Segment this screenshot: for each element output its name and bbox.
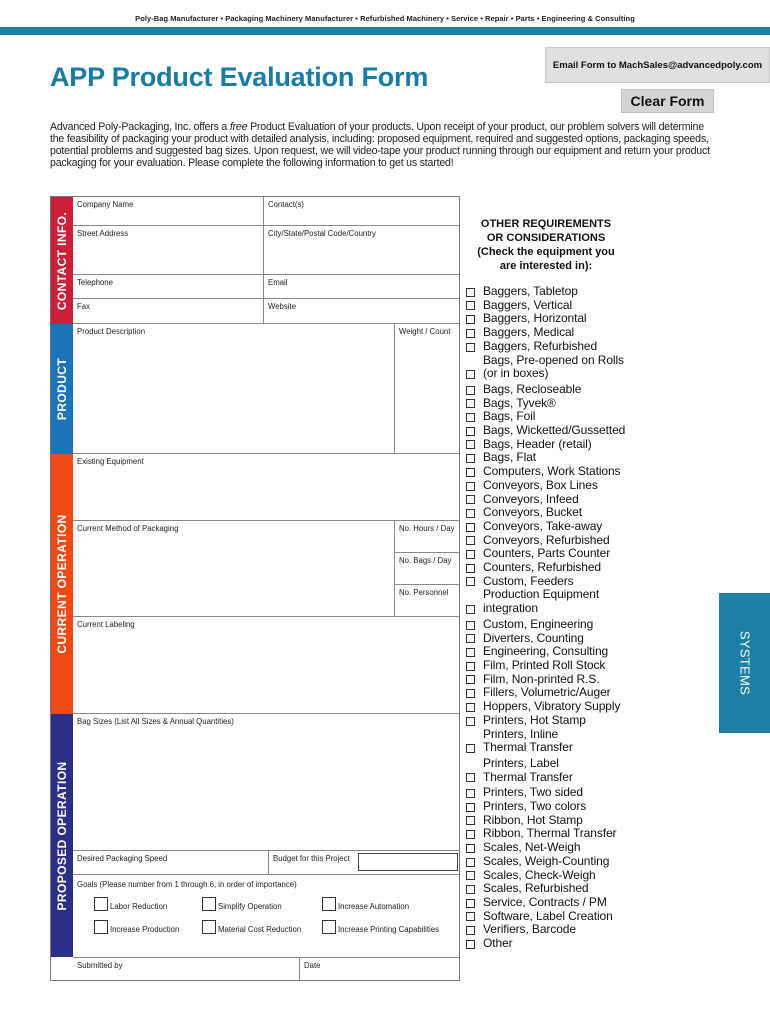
requirement-checkbox[interactable] bbox=[466, 789, 475, 798]
requirement-checkbox[interactable] bbox=[466, 662, 475, 671]
street-address-field[interactable]: Street Address bbox=[73, 226, 264, 275]
requirement-item[interactable] bbox=[466, 841, 626, 855]
requirement-label-line: Printers, Label bbox=[483, 755, 559, 770]
requirement-item[interactable] bbox=[466, 786, 626, 800]
requirement-label: Counters, Parts Counter bbox=[483, 546, 611, 561]
requirement-label: Counters, Refurbished bbox=[483, 560, 601, 575]
requirement-checkbox[interactable] bbox=[466, 288, 475, 297]
requirement-checkbox[interactable] bbox=[466, 509, 475, 518]
goal-increase-printing[interactable] bbox=[322, 920, 439, 934]
requirement-checkbox[interactable] bbox=[466, 926, 475, 935]
requirement-label: Engineering, Consulting bbox=[483, 644, 609, 659]
requirement-checkbox[interactable] bbox=[466, 899, 475, 908]
requirement-checkbox[interactable] bbox=[466, 689, 475, 698]
requirement-checkbox[interactable] bbox=[466, 634, 475, 643]
requirement-item[interactable] bbox=[466, 534, 626, 548]
requirement-label-line: Bags, Pre-opened on Rolls bbox=[483, 352, 624, 367]
requirement-item[interactable] bbox=[466, 312, 626, 326]
section-proposed-operation bbox=[51, 714, 73, 957]
personnel-field[interactable]: No. Personnel bbox=[395, 585, 459, 617]
requirement-item[interactable] bbox=[466, 645, 626, 659]
goal-label: Increase Printing Capabilities bbox=[338, 925, 439, 934]
requirement-label: Ribbon, Hot Stamp bbox=[483, 812, 583, 827]
requirement-label: Printers, Two colors bbox=[483, 799, 587, 814]
requirement-label: Bags, Wicketted/Gussetted bbox=[483, 423, 626, 438]
requirement-item[interactable] bbox=[466, 285, 626, 299]
goal-checkbox[interactable] bbox=[94, 920, 108, 934]
hours-per-day-field[interactable]: No. Hours / Day bbox=[395, 521, 459, 553]
section-contact-label: CONTACT INFO. bbox=[55, 211, 69, 310]
requirement-checkbox[interactable] bbox=[466, 816, 475, 825]
requirement-label: Baggers, Medical bbox=[483, 325, 575, 340]
intro-emphasis: free bbox=[229, 121, 248, 133]
requirement-item[interactable] bbox=[466, 855, 626, 869]
section-proposed-label: PROPOSED OPERATION bbox=[55, 761, 69, 910]
requirements-heading bbox=[470, 217, 622, 273]
goals-label: Goals (Please number from 1 through 6, in order of importance) bbox=[77, 880, 297, 889]
systems-side-tab[interactable] bbox=[719, 593, 770, 733]
requirement-checkbox[interactable] bbox=[466, 301, 475, 310]
requirement-checkbox[interactable] bbox=[466, 803, 475, 812]
current-method-field[interactable]: Current Method of Packaging bbox=[73, 521, 395, 617]
requirement-item[interactable] bbox=[466, 299, 626, 313]
requirement-item[interactable] bbox=[466, 575, 626, 589]
requirement-label: Conveyors, Box Lines bbox=[483, 477, 598, 492]
requirement-label: Scales, Refurbished bbox=[483, 881, 589, 896]
bag-sizes-field[interactable]: Bag Sizes (List All Sizes & Annual Quantities) bbox=[73, 714, 459, 851]
requirement-label: Film, Printed Roll Stock bbox=[483, 657, 606, 672]
requirement-item[interactable] bbox=[466, 714, 626, 728]
requirement-checkbox[interactable] bbox=[466, 717, 475, 726]
goal-increase-automation[interactable] bbox=[322, 897, 409, 911]
city-state-field[interactable]: City/State/Postal Code/Country bbox=[264, 226, 459, 275]
goal-checkbox[interactable] bbox=[322, 897, 336, 911]
requirement-item[interactable] bbox=[466, 506, 626, 520]
requirement-item[interactable] bbox=[466, 383, 626, 397]
requirement-checkbox[interactable] bbox=[466, 703, 475, 712]
requirement-checkbox[interactable] bbox=[466, 536, 475, 545]
requirement-checkbox[interactable] bbox=[466, 871, 475, 880]
requirement-checkbox[interactable] bbox=[466, 315, 475, 324]
requirement-item[interactable] bbox=[466, 700, 626, 714]
requirement-checkbox[interactable] bbox=[466, 858, 475, 867]
requirement-label: Conveyors, Bucket bbox=[483, 505, 583, 520]
requirement-item[interactable] bbox=[466, 397, 626, 411]
bags-per-day-field[interactable]: No. Bags / Day bbox=[395, 553, 459, 585]
desired-speed-field[interactable]: Desired Packaging Speed bbox=[73, 851, 269, 875]
requirement-checkbox[interactable] bbox=[466, 912, 475, 921]
section-product-label: PRODUCT bbox=[55, 357, 69, 421]
section-contact-info bbox=[51, 197, 73, 324]
requirements-heading-line: OR CONSIDERATIONS bbox=[486, 232, 606, 244]
requirement-checkbox[interactable] bbox=[466, 413, 475, 422]
goal-label: Increase Production bbox=[110, 925, 180, 934]
requirement-item[interactable] bbox=[466, 479, 626, 493]
requirement-checkbox[interactable] bbox=[466, 454, 475, 463]
fax-field[interactable]: Fax bbox=[73, 299, 264, 324]
requirement-item[interactable] bbox=[466, 340, 626, 354]
requirement-checkbox[interactable] bbox=[466, 885, 475, 894]
requirement-checkbox[interactable] bbox=[466, 343, 475, 352]
requirement-checkbox[interactable] bbox=[466, 468, 475, 477]
requirement-checkbox[interactable] bbox=[466, 329, 475, 338]
budget-input-box[interactable] bbox=[358, 853, 458, 871]
requirement-label: integration bbox=[483, 601, 538, 616]
intro-paragraph bbox=[50, 121, 710, 169]
requirement-item[interactable] bbox=[466, 659, 626, 673]
requirement-checkbox[interactable] bbox=[466, 621, 475, 630]
requirement-label: Software, Label Creation bbox=[483, 908, 613, 923]
requirement-item-continued bbox=[466, 728, 626, 742]
goal-checkbox[interactable] bbox=[202, 897, 216, 911]
systems-tab-label: SYSTEMS bbox=[737, 630, 752, 696]
intro-text-start: Advanced Poly-Packaging, Inc. offers a bbox=[50, 121, 230, 133]
requirement-checkbox[interactable] bbox=[466, 577, 475, 586]
requirement-item[interactable] bbox=[466, 827, 626, 841]
goal-label: Labor Reduction bbox=[110, 902, 168, 911]
clear-form-button[interactable]: Clear Form bbox=[621, 89, 714, 113]
requirement-label: Ribbon, Thermal Transfer bbox=[483, 826, 617, 841]
requirement-checkbox[interactable] bbox=[466, 675, 475, 684]
requirement-label: Baggers, Refurbished bbox=[483, 338, 598, 353]
requirement-label: Bags, Tyvek® bbox=[483, 395, 556, 410]
date-field[interactable]: Date bbox=[300, 957, 459, 980]
requirement-checkbox[interactable] bbox=[466, 744, 475, 753]
requirement-checkbox[interactable] bbox=[466, 440, 475, 449]
requirement-label: Scales, Net-Weigh bbox=[483, 840, 581, 855]
requirement-checkbox[interactable] bbox=[466, 370, 475, 379]
requirement-checkbox[interactable] bbox=[466, 495, 475, 504]
requirement-item[interactable] bbox=[466, 814, 626, 828]
requirements-heading-line: are interested in): bbox=[499, 260, 593, 272]
requirement-item[interactable] bbox=[466, 410, 626, 424]
requirements-heading-line: OTHER REQUIREMENTS bbox=[480, 218, 612, 230]
requirement-label-line: Printers, Inline bbox=[483, 726, 559, 741]
section-current-label: CURRENT OPERATION bbox=[55, 514, 69, 654]
requirement-label: Bags, Recloseable bbox=[483, 381, 582, 396]
requirement-label: Verifiers, Barcode bbox=[483, 922, 576, 937]
requirement-item[interactable] bbox=[466, 869, 626, 883]
requirement-item[interactable] bbox=[466, 424, 626, 438]
email-form-button[interactable]: Email Form to MachSales@advancedpoly.com bbox=[545, 47, 770, 83]
evaluation-form bbox=[50, 196, 460, 981]
existing-equipment-field[interactable]: Existing Equipment bbox=[73, 454, 459, 521]
requirement-item-continued bbox=[466, 354, 626, 368]
goal-checkbox[interactable] bbox=[94, 897, 108, 911]
requirement-checkbox[interactable] bbox=[466, 399, 475, 408]
requirement-label: Baggers, Vertical bbox=[483, 297, 573, 312]
requirement-label: Bags, Foil bbox=[483, 409, 536, 424]
requirement-label: Custom, Feeders bbox=[483, 573, 574, 588]
requirement-checkbox[interactable] bbox=[466, 773, 475, 782]
requirement-item[interactable] bbox=[466, 896, 626, 910]
goal-checkbox[interactable] bbox=[202, 920, 216, 934]
budget-field[interactable]: Budget for this Project bbox=[269, 851, 459, 875]
requirement-item[interactable] bbox=[466, 451, 626, 465]
requirement-item[interactable] bbox=[466, 438, 626, 452]
requirement-checkbox[interactable] bbox=[466, 564, 475, 573]
requirement-label: Conveyors, Take-away bbox=[483, 518, 603, 533]
goals-section bbox=[73, 877, 459, 957]
requirement-item[interactable] bbox=[466, 741, 626, 755]
requirement-label: Thermal Transfer bbox=[483, 740, 573, 755]
page-title: APP Product Evaluation Form bbox=[50, 62, 429, 92]
requirement-checkbox[interactable] bbox=[466, 427, 475, 436]
requirement-checkbox[interactable] bbox=[466, 830, 475, 839]
header-tagline: Poly-Bag Manufacturer • Packaging Machinery Manufacturer • Refurbished Machinery • Service • Repair • Parts • Engineering & Consulting bbox=[135, 14, 635, 23]
requirement-label: Scales, Weigh-Counting bbox=[483, 853, 610, 868]
weight-count-field[interactable]: Weight / Count bbox=[395, 324, 459, 454]
requirement-item[interactable] bbox=[466, 771, 626, 785]
requirement-item[interactable] bbox=[466, 547, 626, 561]
requirement-item[interactable] bbox=[466, 800, 626, 814]
requirements-checklist bbox=[466, 285, 626, 951]
requirement-label: Baggers, Horizontal bbox=[483, 311, 587, 326]
goal-increase-production[interactable] bbox=[94, 920, 179, 934]
requirement-item[interactable] bbox=[466, 465, 626, 479]
requirement-label: (or in boxes) bbox=[483, 366, 549, 381]
requirement-label: Other bbox=[483, 936, 513, 951]
company-name-field[interactable]: Company Name bbox=[73, 197, 264, 226]
requirement-label-line: Production Equipment bbox=[483, 587, 600, 602]
requirement-item[interactable] bbox=[466, 673, 626, 687]
goal-simplify-operation[interactable] bbox=[202, 897, 282, 911]
goal-label: Simplify Operation bbox=[218, 902, 282, 911]
requirement-label: Baggers, Tabletop bbox=[483, 284, 578, 298]
requirement-item-continued bbox=[466, 588, 626, 602]
website-field[interactable]: Website bbox=[264, 299, 459, 324]
requirement-checkbox[interactable] bbox=[466, 482, 475, 491]
requirement-label: Bags, Flat bbox=[483, 450, 537, 465]
requirement-checkbox[interactable] bbox=[466, 386, 475, 395]
requirement-checkbox[interactable] bbox=[466, 523, 475, 532]
requirement-item[interactable] bbox=[466, 923, 626, 937]
requirement-label: Thermal Transfer bbox=[483, 769, 573, 784]
requirement-item[interactable] bbox=[466, 326, 626, 340]
requirement-item[interactable] bbox=[466, 602, 626, 616]
requirement-checkbox[interactable] bbox=[466, 844, 475, 853]
goal-material-cost-reduction[interactable] bbox=[202, 920, 301, 934]
goal-labor-reduction[interactable] bbox=[94, 897, 167, 911]
goal-checkbox[interactable] bbox=[322, 920, 336, 934]
requirement-item[interactable] bbox=[466, 561, 626, 575]
goal-label: Increase Automation bbox=[338, 902, 410, 911]
requirement-label: Custom, Engineering bbox=[483, 616, 594, 631]
requirement-item-continued bbox=[466, 757, 626, 771]
requirement-item[interactable] bbox=[466, 910, 626, 924]
requirement-item[interactable] bbox=[466, 367, 626, 381]
requirement-item[interactable] bbox=[466, 618, 626, 632]
requirement-item[interactable] bbox=[466, 882, 626, 896]
requirements-heading-line: (Check the equipment you bbox=[477, 246, 615, 258]
submitted-by-field[interactable]: Submitted by bbox=[73, 957, 300, 980]
requirement-label: Conveyors, Refurbished bbox=[483, 532, 610, 547]
requirement-checkbox[interactable] bbox=[466, 648, 475, 657]
requirement-item[interactable] bbox=[466, 937, 626, 951]
section-current-operation bbox=[51, 454, 73, 714]
requirement-item[interactable] bbox=[466, 632, 626, 646]
header-accent-bar bbox=[0, 27, 770, 35]
product-description-field[interactable]: Product Description bbox=[73, 324, 395, 454]
current-labeling-field[interactable]: Current Labeling bbox=[73, 617, 459, 714]
requirement-label: Printers, Hot Stamp bbox=[483, 712, 586, 727]
requirement-item[interactable] bbox=[466, 520, 626, 534]
requirement-label: Diverters, Counting bbox=[483, 630, 584, 645]
section-product bbox=[51, 324, 73, 454]
contacts-field[interactable]: Contact(s) bbox=[264, 197, 459, 226]
requirement-label: Bags, Header (retail) bbox=[483, 436, 592, 451]
requirement-item[interactable] bbox=[466, 686, 626, 700]
requirement-label: Hoppers, Vibratory Supply bbox=[483, 699, 621, 714]
requirement-checkbox[interactable] bbox=[466, 550, 475, 559]
requirement-checkbox[interactable] bbox=[466, 940, 475, 949]
intro-text-end: Product Evaluation of your products. Upon receipt of your product, our problem solvers will determine the feasibility of packaging your product with detailed analysis, including: proposed equipment, required and suggested options, packaging speeds, potential problems and suggested bag sizes. Upon request, we will video-tape your product running through our equipment and return your product packaging for your evaluation. Please complete the following information to get us started! bbox=[50, 121, 710, 169]
requirement-label: Film, Non-printed R.S. bbox=[483, 671, 600, 686]
email-field[interactable]: Email bbox=[264, 275, 459, 299]
requirement-label: Service, Contracts / PM bbox=[483, 894, 607, 909]
requirement-label: Scales, Check-Weigh bbox=[483, 867, 596, 882]
requirement-label: Computers, Work Stations bbox=[483, 464, 621, 479]
requirement-checkbox[interactable] bbox=[466, 605, 475, 614]
requirement-label: Conveyors, Infeed bbox=[483, 491, 579, 506]
goal-label: Material Cost Reduction bbox=[218, 925, 302, 934]
requirement-label: Printers, Two sided bbox=[483, 785, 583, 800]
requirement-label: Fillers, Volumetric/Auger bbox=[483, 685, 611, 700]
telephone-field[interactable]: Telephone bbox=[73, 275, 264, 299]
requirement-item[interactable] bbox=[466, 493, 626, 507]
